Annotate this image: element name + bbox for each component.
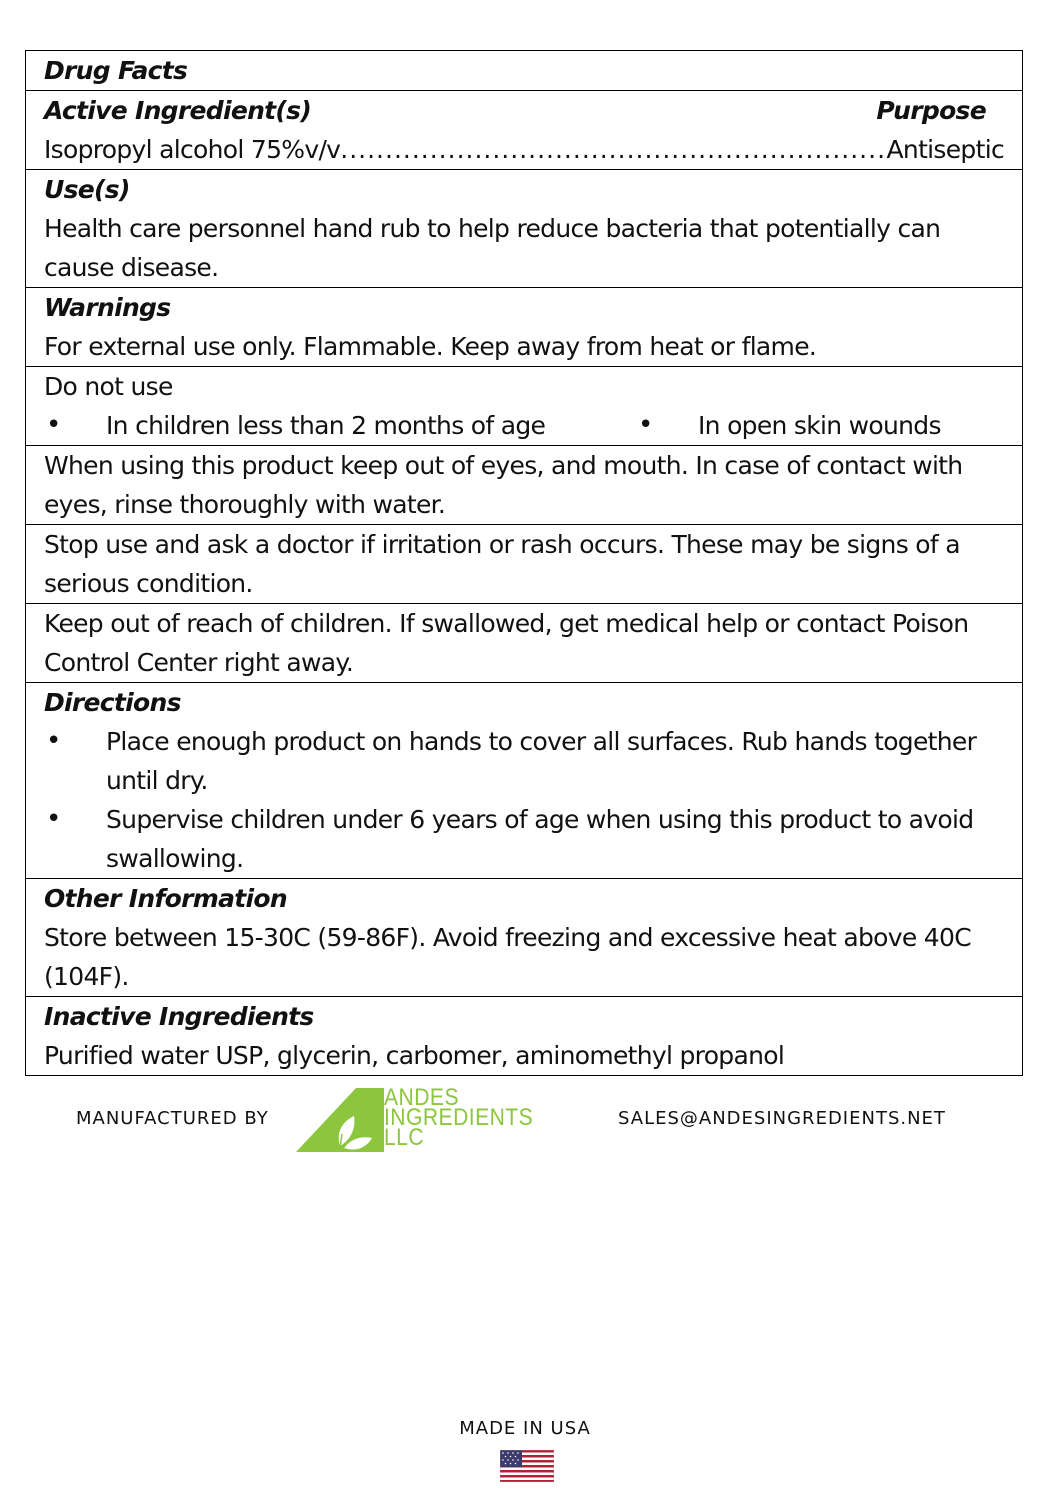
keep-out-text: Keep out of reach of children. If swallowed, get medical help or contact Poison Control Center right away. bbox=[44, 609, 969, 677]
inactive-ingredients-section bbox=[26, 997, 1022, 1075]
drug-facts-title: Drug Facts bbox=[44, 56, 188, 85]
drug-facts-header bbox=[26, 51, 1022, 91]
dot-leader bbox=[340, 130, 886, 169]
sales-email: SALES@ANDESINGREDIENTS.NET bbox=[618, 1108, 946, 1129]
directions-heading: Directions bbox=[44, 688, 181, 717]
do-not-use-list bbox=[44, 406, 1004, 445]
list-item: • Supervise children under 6 years of age when using this product to avoid swallowing. bbox=[44, 800, 1004, 878]
list-item: • In children less than 2 months of age bbox=[44, 406, 636, 445]
when-using-text: When using this product keep out of eyes, and mouth. In case of contact with eyes, rinse thoroughly with water. bbox=[44, 451, 963, 519]
inactive-ingredients-heading: Inactive Ingredients bbox=[44, 1002, 314, 1031]
warnings-text: For external use only. Flammable. Keep away from heat or flame. bbox=[44, 332, 817, 361]
active-ingredient-row bbox=[44, 130, 1004, 169]
uses-text: Health care personnel hand rub to help reduce bacteria that potentially can cause disease. bbox=[44, 214, 941, 282]
do-not-use-heading: Do not use bbox=[44, 372, 173, 401]
list-item: • In open skin wounds bbox=[636, 406, 941, 445]
uses-section bbox=[26, 170, 1022, 288]
made-in-usa-label: MADE IN USA bbox=[459, 1418, 591, 1439]
other-info-heading: Other Information bbox=[44, 884, 287, 913]
manufactured-by-label: MANUFACTURED BY bbox=[76, 1108, 269, 1129]
other-info-section bbox=[26, 879, 1022, 997]
stop-use-text: Stop use and ask a doctor if irritation or rash occurs. These may be signs of a serious condition. bbox=[44, 530, 960, 598]
logo-text bbox=[384, 1084, 534, 1151]
us-flag-icon bbox=[500, 1450, 554, 1482]
other-info-text: Store between 15-30C (59-86F). Avoid freezing and excessive heat above 40C (104F). bbox=[44, 923, 971, 991]
active-ingredients-section bbox=[26, 91, 1022, 170]
do-not-use-section bbox=[26, 367, 1022, 446]
drug-facts-panel bbox=[25, 50, 1023, 1076]
active-purpose: Antiseptic bbox=[886, 135, 1004, 164]
logo-line: ANDES bbox=[384, 1084, 459, 1111]
footer bbox=[0, 1084, 1050, 1154]
active-ingredients-heading: Active Ingredient(s) bbox=[44, 96, 312, 125]
warnings-section bbox=[26, 288, 1022, 367]
uses-heading: Use(s) bbox=[44, 175, 130, 204]
keep-out-section bbox=[26, 604, 1022, 683]
stop-use-section bbox=[26, 525, 1022, 604]
directions-section bbox=[26, 683, 1022, 879]
logo-line: INGREDIENTS bbox=[384, 1104, 534, 1131]
purpose-heading: Purpose bbox=[876, 96, 986, 125]
logo-line: LLC bbox=[384, 1124, 425, 1151]
company-logo bbox=[296, 1084, 546, 1154]
leaf-logo-icon bbox=[296, 1088, 386, 1154]
warnings-heading: Warnings bbox=[44, 293, 171, 322]
when-using-section bbox=[26, 446, 1022, 525]
inactive-ingredients-text: Purified water USP, glycerin, carbomer, aminomethyl propanol bbox=[44, 1041, 785, 1070]
directions-list bbox=[44, 722, 1004, 878]
list-item: • Place enough product on hands to cover all surfaces. Rub hands together until dry. bbox=[44, 722, 1004, 800]
active-ingredient: Isopropyl alcohol 75%v/v bbox=[44, 135, 341, 164]
